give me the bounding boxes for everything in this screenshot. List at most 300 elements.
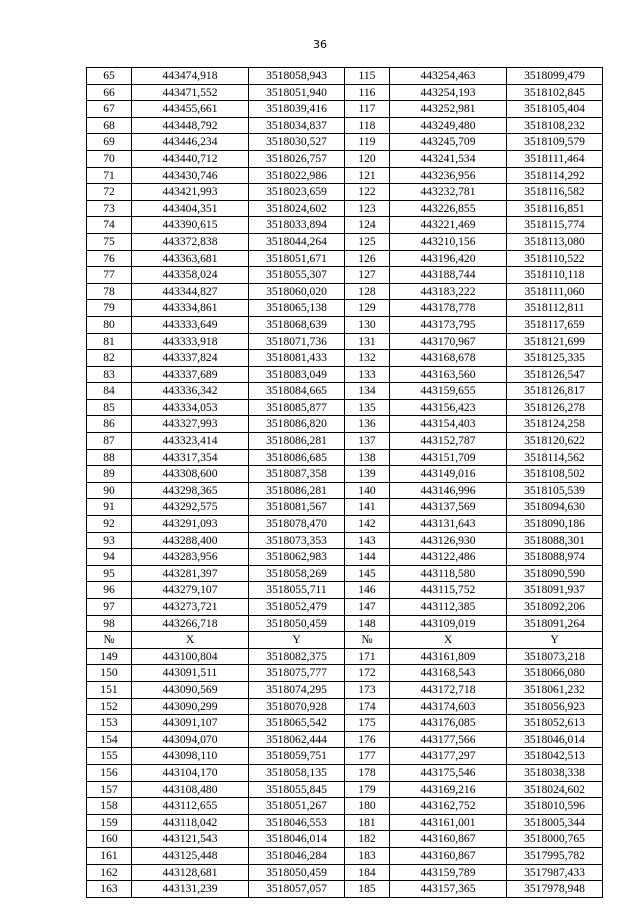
y-coordinate-cell: 3518050,459 bbox=[249, 615, 345, 632]
x-coordinate-cell: 443173,795 bbox=[390, 316, 507, 333]
coordinates-table bbox=[86, 67, 603, 898]
x-coordinate-cell: 443112,385 bbox=[390, 599, 507, 616]
x-coordinate-cell: 443183,222 bbox=[390, 283, 507, 300]
x-coordinate-cell: 443152,787 bbox=[390, 433, 507, 450]
y-coordinate-cell: 3518051,940 bbox=[249, 84, 345, 101]
x-coordinate-cell: 443104,170 bbox=[132, 764, 249, 781]
x-coordinate-cell: 443091,107 bbox=[132, 715, 249, 732]
table-row bbox=[87, 101, 603, 118]
table-row bbox=[87, 134, 603, 151]
x-coordinate-cell: 443390,615 bbox=[132, 217, 249, 234]
point-number-cell: 153 bbox=[87, 715, 132, 732]
point-number-cell: 88 bbox=[87, 449, 132, 466]
y-coordinate-cell: 3518082,375 bbox=[249, 648, 345, 665]
point-number-cell: 93 bbox=[87, 532, 132, 549]
x-coordinate-cell: 443154,403 bbox=[390, 416, 507, 433]
point-number-cell: 78 bbox=[87, 283, 132, 300]
point-number-cell: 160 bbox=[87, 831, 132, 848]
point-number-cell: 117 bbox=[345, 101, 390, 118]
x-coordinate-cell: 443221,469 bbox=[390, 217, 507, 234]
y-coordinate-cell: 3518126,547 bbox=[507, 366, 603, 383]
y-coordinate-cell: 3518058,135 bbox=[249, 764, 345, 781]
point-number-cell: 151 bbox=[87, 681, 132, 698]
point-number-cell: 91 bbox=[87, 499, 132, 516]
y-coordinate-cell: 3518113,080 bbox=[507, 233, 603, 250]
point-number-cell: 159 bbox=[87, 814, 132, 831]
y-coordinate-cell: 3518081,567 bbox=[249, 499, 345, 516]
table-row bbox=[87, 798, 603, 815]
point-number-cell: 178 bbox=[345, 764, 390, 781]
table-row bbox=[87, 233, 603, 250]
y-coordinate-cell: 3518114,292 bbox=[507, 167, 603, 184]
y-coordinate-cell: 3518071,736 bbox=[249, 333, 345, 350]
point-number-cell: 150 bbox=[87, 665, 132, 682]
table-row bbox=[87, 532, 603, 549]
y-coordinate-cell: 3518114,562 bbox=[507, 449, 603, 466]
x-coordinate-cell: 443236,956 bbox=[390, 167, 507, 184]
point-number-cell: 161 bbox=[87, 847, 132, 864]
y-coordinate-cell: 3518046,014 bbox=[507, 731, 603, 748]
y-coordinate-cell: 3518086,281 bbox=[249, 482, 345, 499]
point-number-cell: 172 bbox=[345, 665, 390, 682]
point-number-cell: 125 bbox=[345, 233, 390, 250]
point-number-cell: 132 bbox=[345, 350, 390, 367]
x-coordinate-cell: 443471,552 bbox=[132, 84, 249, 101]
y-coordinate-cell: 3517978,948 bbox=[507, 881, 603, 898]
point-number-cell: 144 bbox=[345, 549, 390, 566]
table-row bbox=[87, 267, 603, 284]
x-coordinate-cell: 443090,569 bbox=[132, 681, 249, 698]
x-coordinate-cell: 443170,967 bbox=[390, 333, 507, 350]
x-coordinate-cell: 443363,681 bbox=[132, 250, 249, 267]
x-coordinate-cell: 443168,543 bbox=[390, 665, 507, 682]
point-number-cell: 171 bbox=[345, 648, 390, 665]
table-row bbox=[87, 582, 603, 599]
point-number-cell: 80 bbox=[87, 316, 132, 333]
x-coordinate-cell: 443333,918 bbox=[132, 333, 249, 350]
y-coordinate-cell: 3518117,659 bbox=[507, 316, 603, 333]
point-number-cell: 130 bbox=[345, 316, 390, 333]
point-number-cell: 77 bbox=[87, 267, 132, 284]
y-coordinate-cell: 3518112,811 bbox=[507, 300, 603, 317]
point-number-cell: 73 bbox=[87, 200, 132, 217]
point-number-cell: 182 bbox=[345, 831, 390, 848]
y-coordinate-cell: 3518073,353 bbox=[249, 532, 345, 549]
column-header-cell: X bbox=[390, 632, 507, 649]
y-coordinate-cell: 3518091,937 bbox=[507, 582, 603, 599]
point-number-cell: 122 bbox=[345, 184, 390, 201]
x-coordinate-cell: 443252,981 bbox=[390, 101, 507, 118]
x-coordinate-cell: 443149,016 bbox=[390, 466, 507, 483]
y-coordinate-cell: 3518073,218 bbox=[507, 648, 603, 665]
x-coordinate-cell: 443163,560 bbox=[390, 366, 507, 383]
y-coordinate-cell: 3518065,542 bbox=[249, 715, 345, 732]
y-coordinate-cell: 3518024,602 bbox=[507, 781, 603, 798]
x-coordinate-cell: 443121,543 bbox=[132, 831, 249, 848]
y-coordinate-cell: 3518111,060 bbox=[507, 283, 603, 300]
y-coordinate-cell: 3518102,845 bbox=[507, 84, 603, 101]
table-row bbox=[87, 748, 603, 765]
point-number-cell: 149 bbox=[87, 648, 132, 665]
x-coordinate-cell: 443177,297 bbox=[390, 748, 507, 765]
y-coordinate-cell: 3518105,404 bbox=[507, 101, 603, 118]
y-coordinate-cell: 3518124,258 bbox=[507, 416, 603, 433]
x-coordinate-cell: 443430,746 bbox=[132, 167, 249, 184]
y-coordinate-cell: 3518058,943 bbox=[249, 68, 345, 85]
y-coordinate-cell: 3518046,553 bbox=[249, 814, 345, 831]
x-coordinate-cell: 443266,718 bbox=[132, 615, 249, 632]
y-coordinate-cell: 3518092,206 bbox=[507, 599, 603, 616]
y-coordinate-cell: 3518060,020 bbox=[249, 283, 345, 300]
point-number-cell: 176 bbox=[345, 731, 390, 748]
point-number-cell: 72 bbox=[87, 184, 132, 201]
y-coordinate-cell: 3518094,630 bbox=[507, 499, 603, 516]
table-row bbox=[87, 565, 603, 582]
y-coordinate-cell: 3518109,579 bbox=[507, 134, 603, 151]
x-coordinate-cell: 443122,486 bbox=[390, 549, 507, 566]
table-row bbox=[87, 599, 603, 616]
x-coordinate-cell: 443336,342 bbox=[132, 383, 249, 400]
point-number-cell: 82 bbox=[87, 350, 132, 367]
point-number-cell: 127 bbox=[345, 267, 390, 284]
table-row bbox=[87, 549, 603, 566]
x-coordinate-cell: 443317,354 bbox=[132, 449, 249, 466]
point-number-cell: 185 bbox=[345, 881, 390, 898]
x-coordinate-cell: 443090,299 bbox=[132, 698, 249, 715]
table-row bbox=[87, 300, 603, 317]
x-coordinate-cell: 443100,804 bbox=[132, 648, 249, 665]
x-coordinate-cell: 443337,689 bbox=[132, 366, 249, 383]
point-number-cell: 183 bbox=[345, 847, 390, 864]
point-number-cell: 129 bbox=[345, 300, 390, 317]
x-coordinate-cell: 443446,234 bbox=[132, 134, 249, 151]
point-number-cell: 92 bbox=[87, 516, 132, 533]
x-coordinate-cell: 443279,107 bbox=[132, 582, 249, 599]
point-number-cell: 174 bbox=[345, 698, 390, 715]
point-number-cell: 121 bbox=[345, 167, 390, 184]
y-coordinate-cell: 3518050,459 bbox=[249, 864, 345, 881]
table-row bbox=[87, 316, 603, 333]
point-number-cell: 154 bbox=[87, 731, 132, 748]
table-row bbox=[87, 681, 603, 698]
x-coordinate-cell: 443283,956 bbox=[132, 549, 249, 566]
y-coordinate-cell: 3518126,278 bbox=[507, 399, 603, 416]
y-coordinate-cell: 3518033,894 bbox=[249, 217, 345, 234]
x-coordinate-cell: 443323,414 bbox=[132, 433, 249, 450]
point-number-cell: 87 bbox=[87, 433, 132, 450]
point-number-cell: 158 bbox=[87, 798, 132, 815]
point-number-cell: 177 bbox=[345, 748, 390, 765]
point-number-cell: 148 bbox=[345, 615, 390, 632]
point-number-cell: 97 bbox=[87, 599, 132, 616]
x-coordinate-cell: 443273,721 bbox=[132, 599, 249, 616]
point-number-cell: 146 bbox=[345, 582, 390, 599]
point-number-cell: 143 bbox=[345, 532, 390, 549]
point-number-cell: 76 bbox=[87, 250, 132, 267]
y-coordinate-cell: 3518051,671 bbox=[249, 250, 345, 267]
y-coordinate-cell: 3518062,983 bbox=[249, 549, 345, 566]
y-coordinate-cell: 3518062,444 bbox=[249, 731, 345, 748]
y-coordinate-cell: 3517995,782 bbox=[507, 847, 603, 864]
table-row bbox=[87, 731, 603, 748]
table-row bbox=[87, 847, 603, 864]
y-coordinate-cell: 3518110,118 bbox=[507, 267, 603, 284]
table-row bbox=[87, 416, 603, 433]
table-row bbox=[87, 350, 603, 367]
y-coordinate-cell: 3518061,232 bbox=[507, 681, 603, 698]
point-number-cell: 126 bbox=[345, 250, 390, 267]
point-number-cell: 69 bbox=[87, 134, 132, 151]
column-header-cell: Y bbox=[507, 632, 603, 649]
point-number-cell: 90 bbox=[87, 482, 132, 499]
y-coordinate-cell: 3518046,014 bbox=[249, 831, 345, 848]
x-coordinate-cell: 443226,855 bbox=[390, 200, 507, 217]
x-coordinate-cell: 443175,546 bbox=[390, 764, 507, 781]
point-number-cell: 86 bbox=[87, 416, 132, 433]
x-coordinate-cell: 443162,752 bbox=[390, 798, 507, 815]
point-number-cell: 134 bbox=[345, 383, 390, 400]
page-number: 36 bbox=[313, 38, 327, 51]
x-coordinate-cell: 443156,423 bbox=[390, 399, 507, 416]
point-number-cell: 162 bbox=[87, 864, 132, 881]
x-coordinate-cell: 443108,480 bbox=[132, 781, 249, 798]
y-coordinate-cell: 3518066,080 bbox=[507, 665, 603, 682]
point-number-cell: 139 bbox=[345, 466, 390, 483]
x-coordinate-cell: 443455,661 bbox=[132, 101, 249, 118]
point-number-cell: 119 bbox=[345, 134, 390, 151]
x-coordinate-cell: 443404,351 bbox=[132, 200, 249, 217]
point-number-cell: 147 bbox=[345, 599, 390, 616]
column-header-row bbox=[87, 632, 603, 649]
table-row bbox=[87, 167, 603, 184]
y-coordinate-cell: 3518116,582 bbox=[507, 184, 603, 201]
point-number-cell: 94 bbox=[87, 549, 132, 566]
y-coordinate-cell: 3518099,479 bbox=[507, 68, 603, 85]
x-coordinate-cell: 443118,580 bbox=[390, 565, 507, 582]
table-row bbox=[87, 665, 603, 682]
point-number-cell: 81 bbox=[87, 333, 132, 350]
point-number-cell: 136 bbox=[345, 416, 390, 433]
y-coordinate-cell: 3518108,502 bbox=[507, 466, 603, 483]
y-coordinate-cell: 3518070,928 bbox=[249, 698, 345, 715]
y-coordinate-cell: 3518039,416 bbox=[249, 101, 345, 118]
y-coordinate-cell: 3518111,464 bbox=[507, 150, 603, 167]
point-number-cell: 138 bbox=[345, 449, 390, 466]
y-coordinate-cell: 3518105,539 bbox=[507, 482, 603, 499]
x-coordinate-cell: 443291,093 bbox=[132, 516, 249, 533]
x-coordinate-cell: 443232,781 bbox=[390, 184, 507, 201]
y-coordinate-cell: 3518051,267 bbox=[249, 798, 345, 815]
point-number-cell: 116 bbox=[345, 84, 390, 101]
y-coordinate-cell: 3518121,699 bbox=[507, 333, 603, 350]
table-row bbox=[87, 814, 603, 831]
y-coordinate-cell: 3518058,269 bbox=[249, 565, 345, 582]
y-coordinate-cell: 3517987,433 bbox=[507, 864, 603, 881]
point-number-cell: 173 bbox=[345, 681, 390, 698]
x-coordinate-cell: 443337,824 bbox=[132, 350, 249, 367]
x-coordinate-cell: 443372,838 bbox=[132, 233, 249, 250]
point-number-cell: 131 bbox=[345, 333, 390, 350]
table-row bbox=[87, 482, 603, 499]
point-number-cell: 120 bbox=[345, 150, 390, 167]
table-row bbox=[87, 433, 603, 450]
y-coordinate-cell: 3518091,264 bbox=[507, 615, 603, 632]
y-coordinate-cell: 3518065,138 bbox=[249, 300, 345, 317]
x-coordinate-cell: 443176,085 bbox=[390, 715, 507, 732]
table-row bbox=[87, 698, 603, 715]
x-coordinate-cell: 443333,649 bbox=[132, 316, 249, 333]
y-coordinate-cell: 3518125,335 bbox=[507, 350, 603, 367]
y-coordinate-cell: 3518038,338 bbox=[507, 764, 603, 781]
y-coordinate-cell: 3518055,307 bbox=[249, 267, 345, 284]
table-row bbox=[87, 781, 603, 798]
x-coordinate-cell: 443254,463 bbox=[390, 68, 507, 85]
point-number-cell: 180 bbox=[345, 798, 390, 815]
x-coordinate-cell: 443254,193 bbox=[390, 84, 507, 101]
x-coordinate-cell: 443334,053 bbox=[132, 399, 249, 416]
y-coordinate-cell: 3518090,590 bbox=[507, 565, 603, 582]
x-coordinate-cell: 443161,001 bbox=[390, 814, 507, 831]
point-number-cell: 141 bbox=[345, 499, 390, 516]
x-coordinate-cell: 443327,993 bbox=[132, 416, 249, 433]
point-number-cell: 142 bbox=[345, 516, 390, 533]
point-number-cell: 123 bbox=[345, 200, 390, 217]
table-row bbox=[87, 84, 603, 101]
y-coordinate-cell: 3518116,851 bbox=[507, 200, 603, 217]
x-coordinate-cell: 443128,681 bbox=[132, 864, 249, 881]
y-coordinate-cell: 3518126,817 bbox=[507, 383, 603, 400]
y-coordinate-cell: 3518052,613 bbox=[507, 715, 603, 732]
column-header-cell: № bbox=[87, 632, 132, 649]
y-coordinate-cell: 3518000,765 bbox=[507, 831, 603, 848]
y-coordinate-cell: 3518026,757 bbox=[249, 150, 345, 167]
y-coordinate-cell: 3518046,284 bbox=[249, 847, 345, 864]
y-coordinate-cell: 3518022,986 bbox=[249, 167, 345, 184]
x-coordinate-cell: 443178,778 bbox=[390, 300, 507, 317]
x-coordinate-cell: 443448,792 bbox=[132, 117, 249, 134]
y-coordinate-cell: 3518110,522 bbox=[507, 250, 603, 267]
point-number-cell: 65 bbox=[87, 68, 132, 85]
table-row bbox=[87, 466, 603, 483]
table-row bbox=[87, 283, 603, 300]
x-coordinate-cell: 443308,600 bbox=[132, 466, 249, 483]
x-coordinate-cell: 443091,511 bbox=[132, 665, 249, 682]
point-number-cell: 83 bbox=[87, 366, 132, 383]
table-row bbox=[87, 250, 603, 267]
column-header-cell: X bbox=[132, 632, 249, 649]
y-coordinate-cell: 3518088,301 bbox=[507, 532, 603, 549]
point-number-cell: 133 bbox=[345, 366, 390, 383]
x-coordinate-cell: 443474,918 bbox=[132, 68, 249, 85]
point-number-cell: 128 bbox=[345, 283, 390, 300]
table-row bbox=[87, 881, 603, 898]
x-coordinate-cell: 443298,365 bbox=[132, 482, 249, 499]
y-coordinate-cell: 3518023,659 bbox=[249, 184, 345, 201]
y-coordinate-cell: 3518055,711 bbox=[249, 582, 345, 599]
table-row bbox=[87, 516, 603, 533]
point-number-cell: 118 bbox=[345, 117, 390, 134]
point-number-cell: 155 bbox=[87, 748, 132, 765]
y-coordinate-cell: 3518044,264 bbox=[249, 233, 345, 250]
x-coordinate-cell: 443159,789 bbox=[390, 864, 507, 881]
x-coordinate-cell: 443172,718 bbox=[390, 681, 507, 698]
table-row bbox=[87, 615, 603, 632]
y-coordinate-cell: 3518090,186 bbox=[507, 516, 603, 533]
y-coordinate-cell: 3518059,751 bbox=[249, 748, 345, 765]
point-number-cell: 79 bbox=[87, 300, 132, 317]
point-number-cell: 137 bbox=[345, 433, 390, 450]
table-row bbox=[87, 499, 603, 516]
point-number-cell: 84 bbox=[87, 383, 132, 400]
x-coordinate-cell: 443160,867 bbox=[390, 831, 507, 848]
x-coordinate-cell: 443112,655 bbox=[132, 798, 249, 815]
column-header-cell: Y bbox=[249, 632, 345, 649]
y-coordinate-cell: 3518057,057 bbox=[249, 881, 345, 898]
y-coordinate-cell: 3518086,685 bbox=[249, 449, 345, 466]
y-coordinate-cell: 3518056,923 bbox=[507, 698, 603, 715]
y-coordinate-cell: 3518030,527 bbox=[249, 134, 345, 151]
table-row bbox=[87, 68, 603, 85]
x-coordinate-cell: 443174,603 bbox=[390, 698, 507, 715]
x-coordinate-cell: 443160,867 bbox=[390, 847, 507, 864]
point-number-cell: 70 bbox=[87, 150, 132, 167]
table-row bbox=[87, 715, 603, 732]
x-coordinate-cell: 443118,042 bbox=[132, 814, 249, 831]
table-row bbox=[87, 399, 603, 416]
point-number-cell: 157 bbox=[87, 781, 132, 798]
point-number-cell: 66 bbox=[87, 84, 132, 101]
y-coordinate-cell: 3518068,639 bbox=[249, 316, 345, 333]
y-coordinate-cell: 3518084,665 bbox=[249, 383, 345, 400]
point-number-cell: 115 bbox=[345, 68, 390, 85]
point-number-cell: 179 bbox=[345, 781, 390, 798]
table-row bbox=[87, 449, 603, 466]
x-coordinate-cell: 443159,655 bbox=[390, 383, 507, 400]
x-coordinate-cell: 443440,712 bbox=[132, 150, 249, 167]
x-coordinate-cell: 443151,709 bbox=[390, 449, 507, 466]
table-row bbox=[87, 648, 603, 665]
x-coordinate-cell: 443421,993 bbox=[132, 184, 249, 201]
x-coordinate-cell: 443210,156 bbox=[390, 233, 507, 250]
point-number-cell: 95 bbox=[87, 565, 132, 582]
table-row bbox=[87, 864, 603, 881]
x-coordinate-cell: 443161,809 bbox=[390, 648, 507, 665]
x-coordinate-cell: 443177,566 bbox=[390, 731, 507, 748]
x-coordinate-cell: 443344,827 bbox=[132, 283, 249, 300]
point-number-cell: 68 bbox=[87, 117, 132, 134]
table-row bbox=[87, 333, 603, 350]
x-coordinate-cell: 443126,930 bbox=[390, 532, 507, 549]
y-coordinate-cell: 3518074,295 bbox=[249, 681, 345, 698]
y-coordinate-cell: 3518010,596 bbox=[507, 798, 603, 815]
x-coordinate-cell: 443131,239 bbox=[132, 881, 249, 898]
x-coordinate-cell: 443146,996 bbox=[390, 482, 507, 499]
point-number-cell: 175 bbox=[345, 715, 390, 732]
table-row bbox=[87, 217, 603, 234]
x-coordinate-cell: 443196,420 bbox=[390, 250, 507, 267]
y-coordinate-cell: 3518005,344 bbox=[507, 814, 603, 831]
x-coordinate-cell: 443292,575 bbox=[132, 499, 249, 516]
point-number-cell: 156 bbox=[87, 764, 132, 781]
y-coordinate-cell: 3518088,974 bbox=[507, 549, 603, 566]
table-row bbox=[87, 117, 603, 134]
point-number-cell: 140 bbox=[345, 482, 390, 499]
point-number-cell: 152 bbox=[87, 698, 132, 715]
y-coordinate-cell: 3518085,877 bbox=[249, 399, 345, 416]
x-coordinate-cell: 443241,534 bbox=[390, 150, 507, 167]
table-row bbox=[87, 200, 603, 217]
point-number-cell: 124 bbox=[345, 217, 390, 234]
